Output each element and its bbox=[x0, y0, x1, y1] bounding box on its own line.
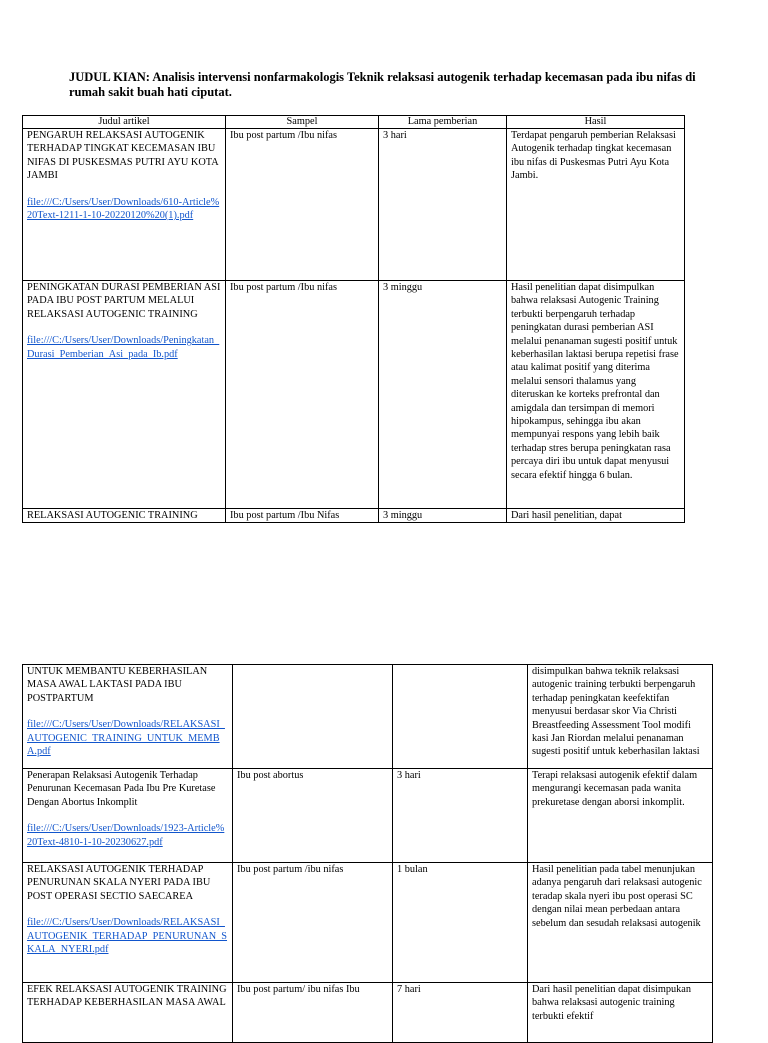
cell-hasil: Dari hasil penelitian, dapat bbox=[507, 509, 685, 523]
cell-hasil: Hasil penelitian pada tabel menunjukan adanya pengaruh dari relaksasi autogenic teradap skala nyeri ibu post operasi SC dengan nilai mean perbedaan antara sebelum dan sesudah relaksasi autogenik bbox=[528, 863, 713, 983]
cell-judul bbox=[23, 769, 233, 863]
cell-hasil: disimpulkan bahwa teknik relaksasi autogenic training terbukti berpengaruh terhadap peningkatan keefektifan menyusui berdasar skor Via Christi Breastfeeding Assessment Tool modifi kasi Jan Riordan melalui penanaman sugesti positif untuk keberhasilan laktasi bbox=[528, 665, 713, 769]
cell-hasil: Hasil penelitian dapat disimpulkan bahwa relaksasi Autogenic Training terbukti berpengaruh terhadap peningkatan durasi pemberian ASI melalui penanaman sugesti positif untuk keberhasilan laktasi berupa repetisi frase atau kalimat positif yang diterima melalui sensori thalamus yang diteruskan ke korteks prefrontal dan amigdala dan tersimpan di memori hipokampus, sehingga ibu akan mempunyai respons yang lebih baik terhadap stres berupa peningkatan rasa percaya diri ibu untuk dapat menyusui secara efektif hingga 6 bulan. bbox=[507, 281, 685, 509]
cell-sampel: Ibu post partum /ibu nifas bbox=[233, 863, 393, 983]
article-title: RELAKSASI AUTOGENIK TERHADAP PENURUNAN SKALA NYERI PADA IBU POST OPERASI SECTIO SAECAREA bbox=[27, 864, 211, 902]
article-title: PENGARUH RELAKSASI AUTOGENIK TERHADAP TINGKAT KECEMASAN IBU NIFAS DI PUSKESMAS PUTRI AYU KOTA JAMBI bbox=[27, 130, 219, 182]
article-link[interactable]: file:///C:/Users/User/Downloads/RELAKSASI_AUTOGENIK_TERHADAP_PENURUNAN_SKALA_NYERI.pdf bbox=[27, 917, 228, 956]
table-row bbox=[23, 983, 713, 1043]
cell-sampel bbox=[233, 665, 393, 769]
header-hasil: Hasil bbox=[507, 116, 685, 129]
cell-judul bbox=[23, 281, 226, 509]
table-row bbox=[23, 281, 685, 509]
literature-table-2 bbox=[22, 664, 713, 1043]
header-sampel: Sampel bbox=[226, 116, 379, 129]
article-link[interactable]: file:///C:/Users/User/Downloads/610-Article%20Text-1211-1-10-20220120%20(1).pdf bbox=[27, 196, 220, 222]
literature-table-1 bbox=[22, 115, 685, 523]
cell-judul: RELAKSASI AUTOGENIC TRAINING bbox=[23, 509, 226, 523]
table-row bbox=[23, 509, 685, 523]
page-title: JUDUL KIAN: Analisis intervensi nonfarmakologis Teknik relaksasi autogenik terhadap kecemasan pada ibu nifas di rumah sakit buah hati ciputat. bbox=[69, 70, 696, 99]
cell-lama: 1 bulan bbox=[393, 863, 528, 983]
table-row bbox=[23, 863, 713, 983]
cell-sampel: Ibu post partum /Ibu nifas bbox=[226, 281, 379, 509]
cell-sampel: Ibu post partum/ ibu nifas Ibu bbox=[233, 983, 393, 1043]
cell-hasil: Dari hasil penelitian dapat disimpukan bahwa relaksasi autogenic training terbukti efektif bbox=[528, 983, 713, 1043]
cell-judul bbox=[23, 129, 226, 281]
cell-judul bbox=[23, 863, 233, 983]
article-title: Penerapan Relaksasi Autogenik Terhadap Penurunan Kecemasan Pada Ibu Pre Kuretase Dengan Abortus Inkomplit bbox=[27, 770, 216, 808]
cell-lama: 3 minggu bbox=[379, 509, 507, 523]
table-row bbox=[23, 665, 713, 769]
cell-lama: 3 minggu bbox=[379, 281, 507, 509]
cell-sampel: Ibu post partum /Ibu nifas bbox=[226, 129, 379, 281]
cell-lama: 3 hari bbox=[379, 129, 507, 281]
article-link[interactable]: file:///C:/Users/User/Downloads/RELAKSASI_AUTOGENIC_TRAINING_UNTUK_MEMBA.pdf bbox=[27, 719, 225, 758]
cell-lama bbox=[393, 665, 528, 769]
article-title: UNTUK MEMBANTU KEBERHASILAN MASA AWAL LAKTASI PADA IBU POSTPARTUM bbox=[27, 666, 208, 704]
article-link[interactable]: file:///C:/Users/User/Downloads/1923-Article%20Text-4810-1-10-20230627.pdf bbox=[27, 823, 225, 848]
cell-sampel: Ibu post abortus bbox=[233, 769, 393, 863]
table-row bbox=[23, 129, 685, 281]
cell-judul bbox=[23, 665, 233, 769]
header-judul: Judul artikel bbox=[23, 116, 226, 129]
article-title: PENINGKATAN DURASI PEMBERIAN ASI PADA IBU POST PARTUM MELALUI RELAKSASI AUTOGENIC TRAINING bbox=[27, 282, 221, 320]
table-row bbox=[23, 769, 713, 863]
header-lama: Lama pemberian bbox=[379, 116, 507, 129]
cell-hasil: Terapi relaksasi autogenik efektif dalam mengurangi kecemasan pada wanita prekuretase dengan aborsi inkomplit. bbox=[528, 769, 713, 863]
cell-judul: EFEK RELAKSASI AUTOGENIK TRAINING TERHADAP KEBERHASILAN MASA AWAL bbox=[23, 983, 233, 1043]
table-header-row bbox=[23, 116, 685, 129]
cell-sampel: Ibu post partum /Ibu Nifas bbox=[226, 509, 379, 523]
cell-lama: 3 hari bbox=[393, 769, 528, 863]
cell-lama: 7 hari bbox=[393, 983, 528, 1043]
cell-hasil: Terdapat pengaruh pemberian Relaksasi Autogenik terhadap tingkat kecemasan ibu nifas di Puskesmas Putri Ayu Kota Jambi. bbox=[507, 129, 685, 281]
article-link[interactable]: file:///C:/Users/User/Downloads/Peningkatan_Durasi_Pemberian_Asi_pada_Ib.pdf bbox=[27, 335, 220, 360]
